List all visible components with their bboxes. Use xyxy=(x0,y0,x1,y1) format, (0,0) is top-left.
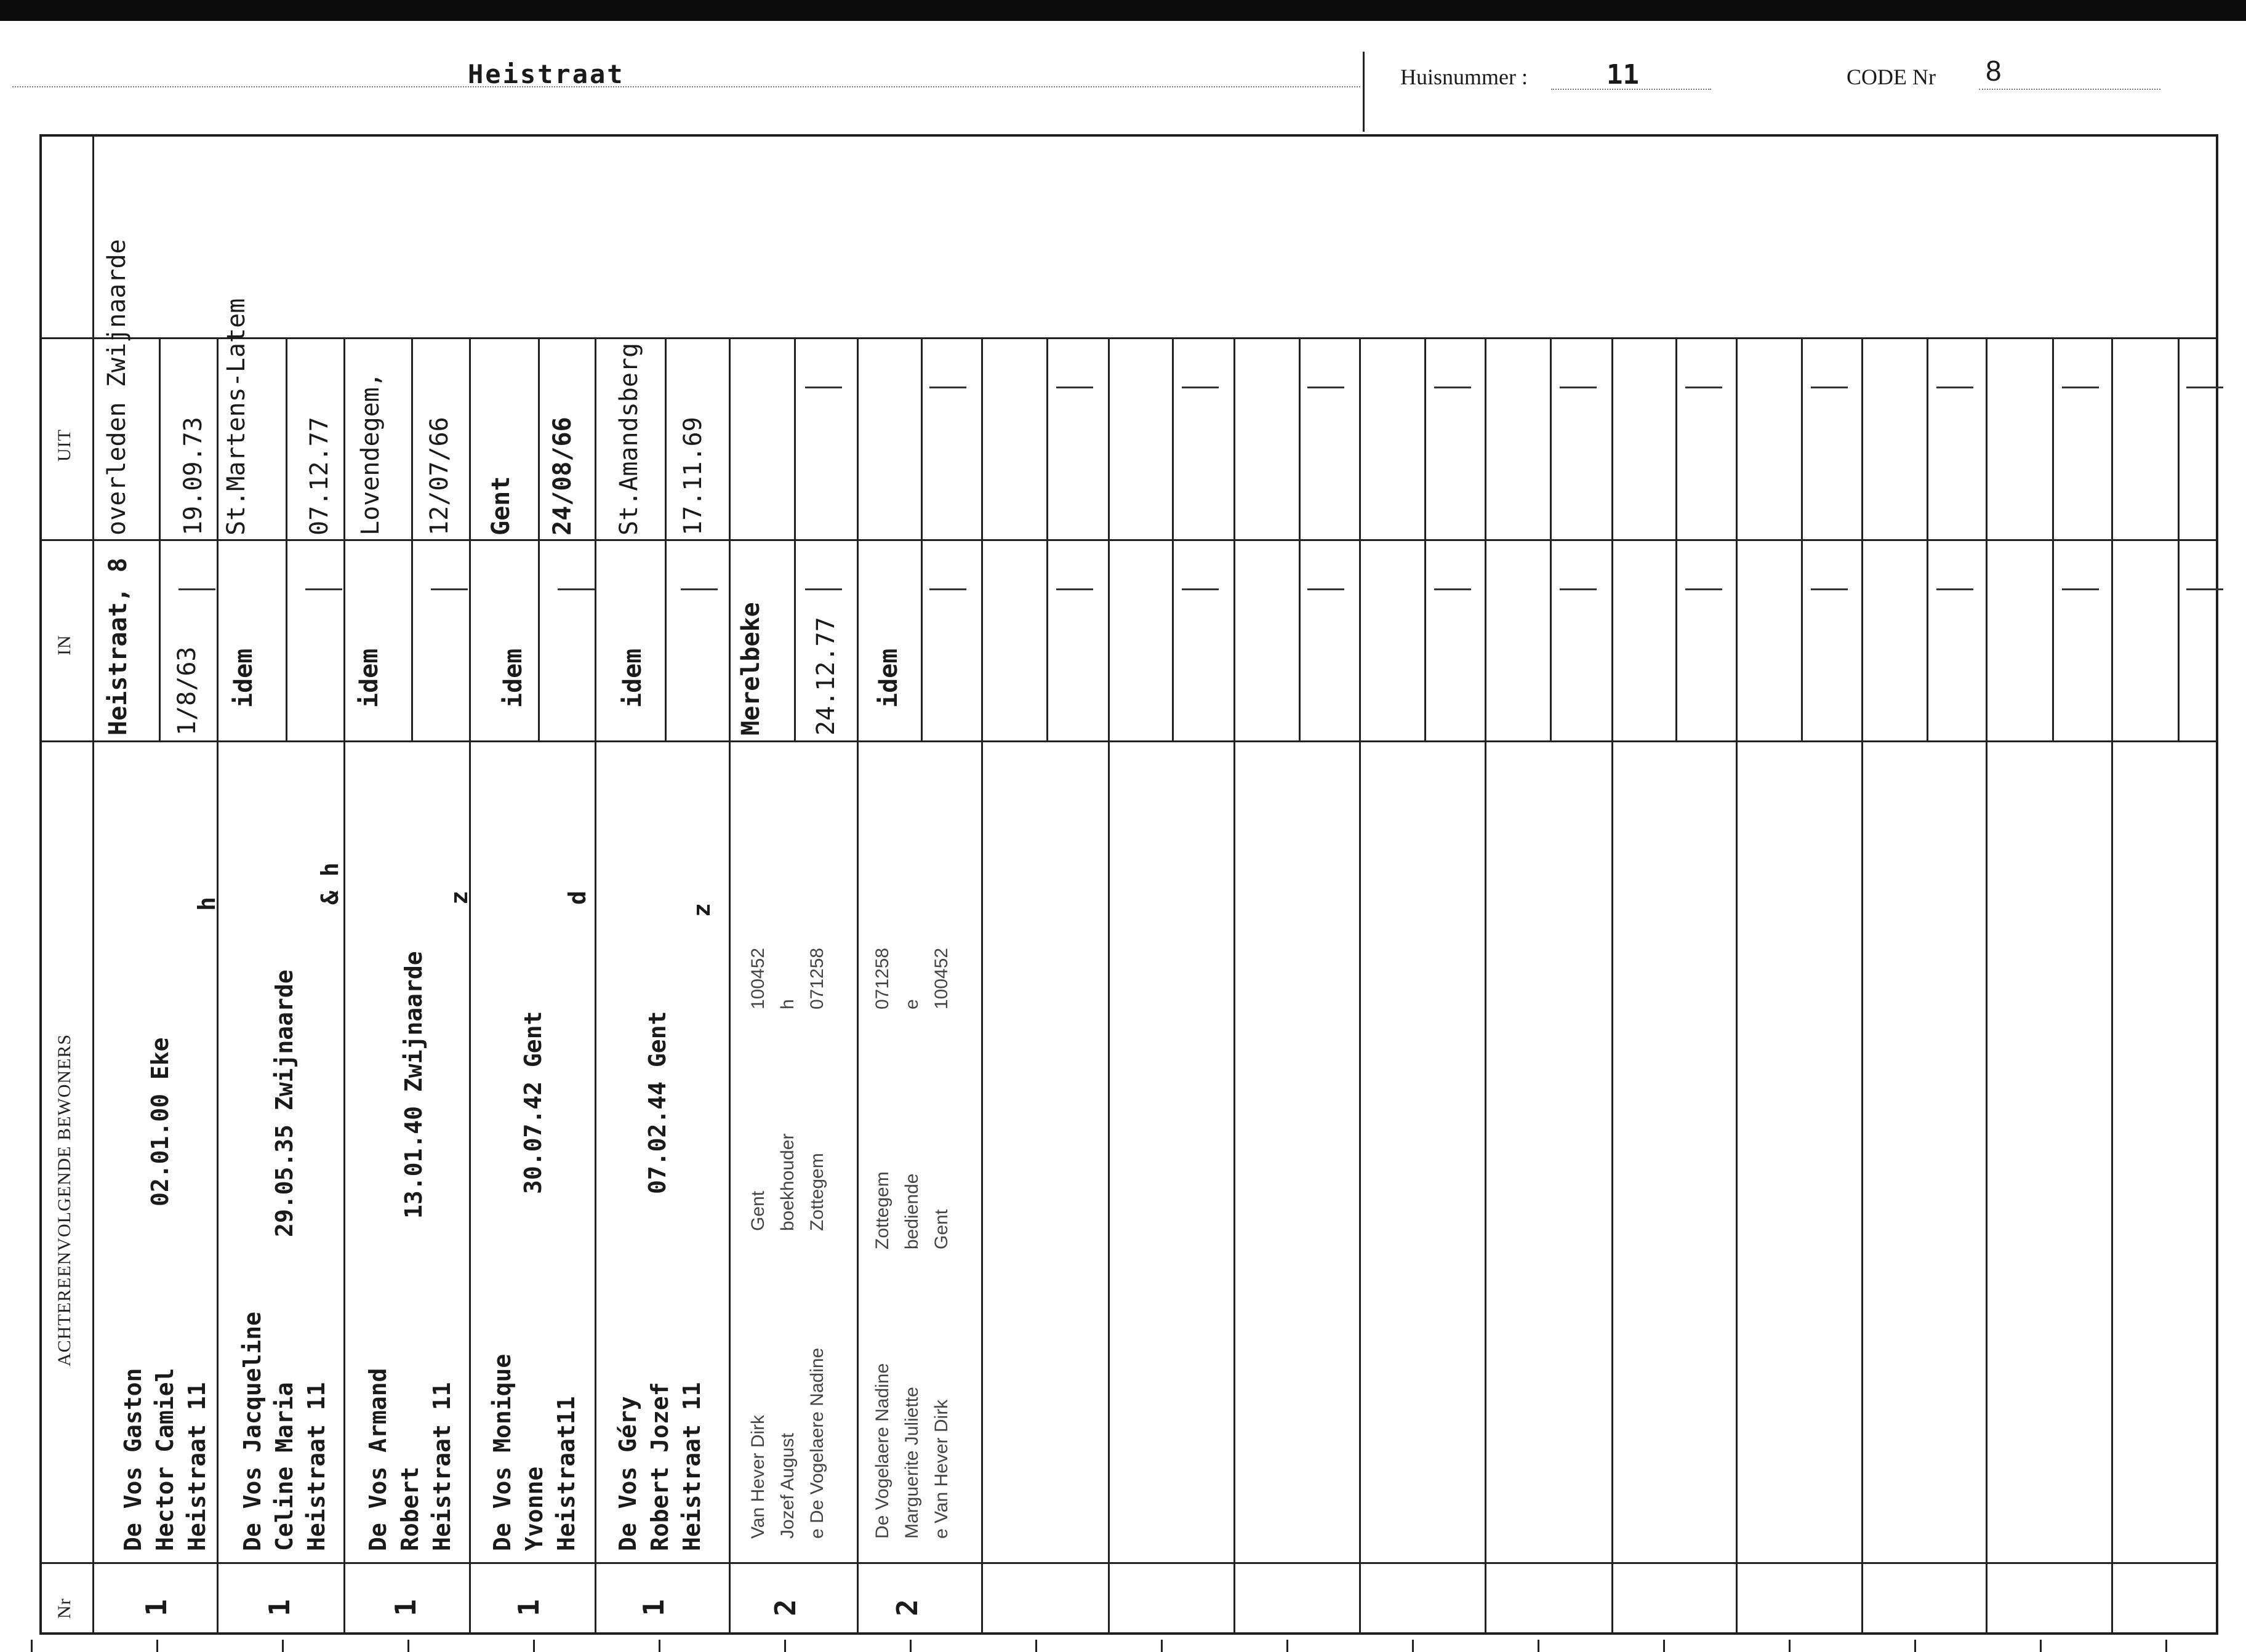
empty-cell-dash xyxy=(1307,387,1344,388)
in-place: idem xyxy=(355,648,383,708)
empty-cell-dash xyxy=(1936,588,1973,590)
bottom-tick xyxy=(1538,1640,1539,1652)
row-number: 1 xyxy=(262,1599,296,1616)
empty-cell-dash xyxy=(929,588,966,590)
residents-top-line xyxy=(39,740,2218,742)
subcolumn-divider xyxy=(1299,337,1301,740)
resident-extra: z xyxy=(446,891,473,905)
resident-birth: 13.01.40 Zwijnaarde xyxy=(400,951,427,1219)
column-divider xyxy=(1233,337,1235,1635)
code-value: 8 xyxy=(1986,55,2002,87)
empty-cell-dash xyxy=(1182,588,1219,590)
uit-place: Lovendegem, xyxy=(356,372,385,535)
uit-place: St.Martens-Latem xyxy=(222,298,251,535)
bottom-tick xyxy=(1035,1640,1037,1652)
bottom-tick xyxy=(282,1640,284,1652)
resident-code: 100452 h 071258 xyxy=(748,947,827,1009)
bottom-tick xyxy=(2040,1640,2042,1652)
in-place: Merelbeke xyxy=(737,602,765,736)
empty-cell-dash xyxy=(305,588,342,590)
column-divider xyxy=(595,337,596,1635)
empty-cell-dash xyxy=(805,588,842,590)
resident-birth: 29.05.35 Zwijnaarde xyxy=(271,969,298,1237)
bottom-tick xyxy=(1789,1640,1791,1652)
resident-extra: z xyxy=(688,903,715,917)
empty-cell-dash xyxy=(1182,387,1219,388)
resident-extra: d xyxy=(564,891,591,905)
residents-label: ACHTEREENVOLGENDE BEWONERS xyxy=(54,1033,74,1366)
bottom-tick xyxy=(784,1640,786,1652)
resident-name: Van Hever Dirk Jozef August e De Vogelaere Nadine xyxy=(748,1347,827,1539)
empty-cell-dash xyxy=(1307,588,1344,590)
empty-cell-dash xyxy=(558,588,595,590)
uit-date: 12/07/66 xyxy=(425,417,454,535)
empty-cell-dash xyxy=(1685,588,1722,590)
column-divider xyxy=(343,337,345,1635)
in-place: idem xyxy=(230,648,258,708)
row-number: 1 xyxy=(388,1599,422,1616)
column-divider xyxy=(217,337,219,1635)
in-place: idem xyxy=(619,648,647,708)
resident-extra: & h xyxy=(316,862,343,905)
uit-top-line xyxy=(39,337,2218,339)
column-divider xyxy=(1736,337,1738,1635)
empty-cell-dash xyxy=(2186,387,2223,388)
uit-date: 19.09.73 xyxy=(179,417,207,535)
bottom-tick xyxy=(1663,1640,1665,1652)
subcolumn-divider xyxy=(1424,337,1426,740)
empty-cell-dash xyxy=(1936,387,1973,388)
nr-label: Nr xyxy=(54,1598,74,1619)
empty-cell-dash xyxy=(2062,588,2099,590)
empty-cell-dash xyxy=(1811,387,1848,388)
subcolumn-divider xyxy=(1550,337,1552,740)
bottom-tick xyxy=(1412,1640,1414,1652)
bottom-tick xyxy=(2165,1640,2167,1652)
bottom-tick xyxy=(533,1640,535,1652)
empty-cell-dash xyxy=(1434,588,1471,590)
subcolumn-divider xyxy=(2052,337,2054,740)
subcolumn-divider xyxy=(1927,337,1928,740)
column-divider xyxy=(1359,337,1361,1635)
subcolumn-divider xyxy=(1172,337,1174,740)
resident-name: De Vos Monique Yvonne Heistraat11 xyxy=(489,1353,580,1551)
bottom-tick xyxy=(1286,1640,1288,1652)
column-divider xyxy=(981,337,983,1635)
in-date: 1/8/63 xyxy=(173,646,201,736)
bottom-tick xyxy=(156,1640,158,1652)
uit-place: Gent xyxy=(487,476,515,535)
street-dotted-line xyxy=(12,86,1360,87)
resident-extra: h xyxy=(193,897,220,911)
empty-cell-dash xyxy=(2062,387,2099,388)
scan-top-border xyxy=(0,0,2246,21)
column-divider xyxy=(1485,337,1486,1635)
uit-place: St.Amandsberg xyxy=(615,342,643,535)
row-number: 2 xyxy=(768,1599,802,1616)
huisnummer-value: 11 xyxy=(1606,59,1639,90)
empty-cell-dash xyxy=(1560,387,1597,388)
empty-cell-dash xyxy=(681,588,718,590)
column-divider xyxy=(1611,337,1613,1635)
subcolumn-divider xyxy=(1801,337,1803,740)
uit-date: 24/08/66 xyxy=(548,417,577,535)
resident-name: De Vos Géry Robert Jozef Heistraat 11 xyxy=(614,1382,705,1551)
column-divider xyxy=(729,337,731,1635)
subcolumn-divider xyxy=(411,337,413,740)
resident-birth: 02.01.00 Eke xyxy=(146,1037,174,1206)
subcolumn-divider xyxy=(2178,337,2180,740)
uit-date: 07.12.77 xyxy=(305,417,334,535)
bottom-tick xyxy=(910,1640,912,1652)
column-divider xyxy=(2111,337,2113,1635)
subcolumn-divider xyxy=(794,337,796,740)
bottom-tick xyxy=(1161,1640,1163,1652)
empty-cell-dash xyxy=(431,588,468,590)
street-name: Heistraat xyxy=(468,59,625,89)
row-number: 2 xyxy=(890,1599,924,1616)
label-column-divider xyxy=(92,134,94,1635)
empty-cell-dash xyxy=(1560,588,1597,590)
empty-cell-dash xyxy=(2186,588,2223,590)
empty-cell-dash xyxy=(929,387,966,388)
in-top-line xyxy=(39,539,2218,541)
column-divider xyxy=(1986,337,1987,1635)
subcolumn-divider xyxy=(159,337,161,740)
empty-cell-dash xyxy=(1811,588,1848,590)
code-dotted-line xyxy=(1979,89,2160,90)
resident-birth: Gent boekhouder Zottegem xyxy=(748,1133,827,1231)
subcolumn-divider xyxy=(921,337,923,740)
column-divider xyxy=(469,337,471,1635)
empty-cell-dash xyxy=(1685,387,1722,388)
in-label: IN xyxy=(54,635,74,656)
subcolumn-divider xyxy=(1675,337,1677,740)
resident-name: De Vos Jacqueline Celine Maria Heistraat 11 xyxy=(239,1312,330,1551)
subcolumn-divider xyxy=(1046,337,1048,740)
resident-name: De Vos Armand Robert Heistraat 11 xyxy=(364,1368,455,1551)
bottom-tick xyxy=(1914,1640,1916,1652)
huisnummer-label: Huisnummer : xyxy=(1400,65,1528,89)
bottom-tick xyxy=(31,1640,33,1652)
empty-cell-dash xyxy=(1056,588,1093,590)
code-label: CODE Nr xyxy=(1847,65,1936,89)
in-place: Heistraat, 8 xyxy=(104,558,132,736)
in-place: idem xyxy=(499,648,527,708)
uit-label: UIT xyxy=(54,429,74,462)
resident-birth: 30.07.42 Gent xyxy=(519,1011,547,1194)
empty-cell-dash xyxy=(178,588,215,590)
column-divider xyxy=(1861,337,1863,1635)
column-divider xyxy=(857,337,859,1635)
in-place: idem xyxy=(875,648,903,708)
bottom-tick xyxy=(407,1640,409,1652)
empty-cell-dash xyxy=(805,387,842,388)
resident-birth: Zottegem bediende Gent xyxy=(872,1171,952,1249)
row-number: 1 xyxy=(636,1599,670,1616)
resident-birth: 07.02.44 Gent xyxy=(644,1011,671,1194)
subcolumn-divider xyxy=(286,337,287,740)
empty-cell-dash xyxy=(1056,387,1093,388)
row-number: 1 xyxy=(511,1599,545,1616)
column-divider xyxy=(1108,337,1110,1635)
resident-name: De Vogelaere Nadine Marguerite Juliette e Van Hever Dirk xyxy=(872,1363,952,1539)
resident-name: De Vos Gaston Hector Camiel Heistraat 11 xyxy=(119,1368,211,1551)
uit-place: overleden Zwijnaarde xyxy=(103,239,131,535)
subcolumn-divider xyxy=(665,337,667,740)
nr-top-line xyxy=(39,1562,2218,1564)
in-date: 24.12.77 xyxy=(812,617,840,736)
uit-date: 17.11.69 xyxy=(679,417,707,535)
bottom-tick xyxy=(659,1640,660,1652)
row-number: 1 xyxy=(139,1599,173,1616)
subcolumn-divider xyxy=(538,337,540,740)
resident-code: 071258 e 100452 xyxy=(872,947,952,1009)
empty-cell-dash xyxy=(1434,387,1471,388)
header-separator xyxy=(1363,52,1365,132)
